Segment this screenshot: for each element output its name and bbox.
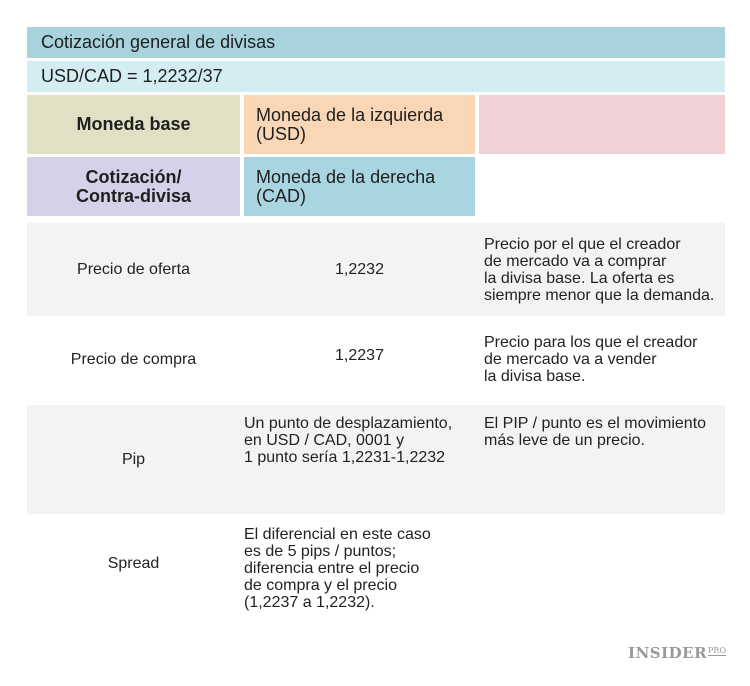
row-label-spread: Spread — [107, 554, 160, 572]
pink-header-cell — [479, 95, 725, 154]
row-label-bid: Precio de oferta — [77, 261, 190, 278]
base-currency-cell — [27, 95, 240, 154]
quote-currency-label: Cotización/ Contra-divisa — [75, 166, 192, 206]
row-value-spread: El diferencial en este caso es de 5 pips / puntos; diferencia entre el precio de compra y el precio (1,2237 a 1,2232). — [244, 526, 431, 611]
right-currency-label: Moneda de la derecha (CAD) — [256, 166, 436, 206]
row-value-ask: 1,2237 — [335, 346, 384, 364]
title-bar — [27, 27, 725, 58]
row-description-ask: Precio para los que el creador de mercado va a vender la divisa base. — [484, 334, 698, 385]
right-currency-cell — [244, 157, 475, 216]
logo-text: INSIDER — [628, 644, 708, 662]
row-label-ask: Precio de compra — [70, 350, 197, 368]
quote-currency-cell — [27, 157, 240, 216]
row-label-pip: Pip — [121, 451, 146, 468]
left-currency-label: Moneda de la izquierda (USD) — [256, 104, 444, 144]
row-value-pip: Un punto de desplazamiento, en USD / CAD, 0001 y 1 punto sería 1,2231-1,2232 — [244, 415, 453, 466]
base-currency-label: Moneda base — [76, 114, 191, 134]
row-description-pip: El PIP / punto es el movimiento más leve de un precio. — [484, 415, 707, 449]
insider-pro-logo — [628, 644, 726, 662]
row-description-bid: Precio por el que el creador de mercado va a comprar la divisa base. La oferta es siempre menor que la demanda. — [484, 236, 715, 304]
pair-quote: USD/CAD = 1,2232/37 — [41, 66, 223, 86]
pair-quote-bar — [27, 61, 725, 92]
row-value-bid: 1,2232 — [335, 261, 384, 278]
page-title: Cotización general de divisas — [41, 32, 276, 52]
logo-suffix: PRO — [708, 646, 726, 655]
left-currency-cell — [244, 95, 475, 154]
